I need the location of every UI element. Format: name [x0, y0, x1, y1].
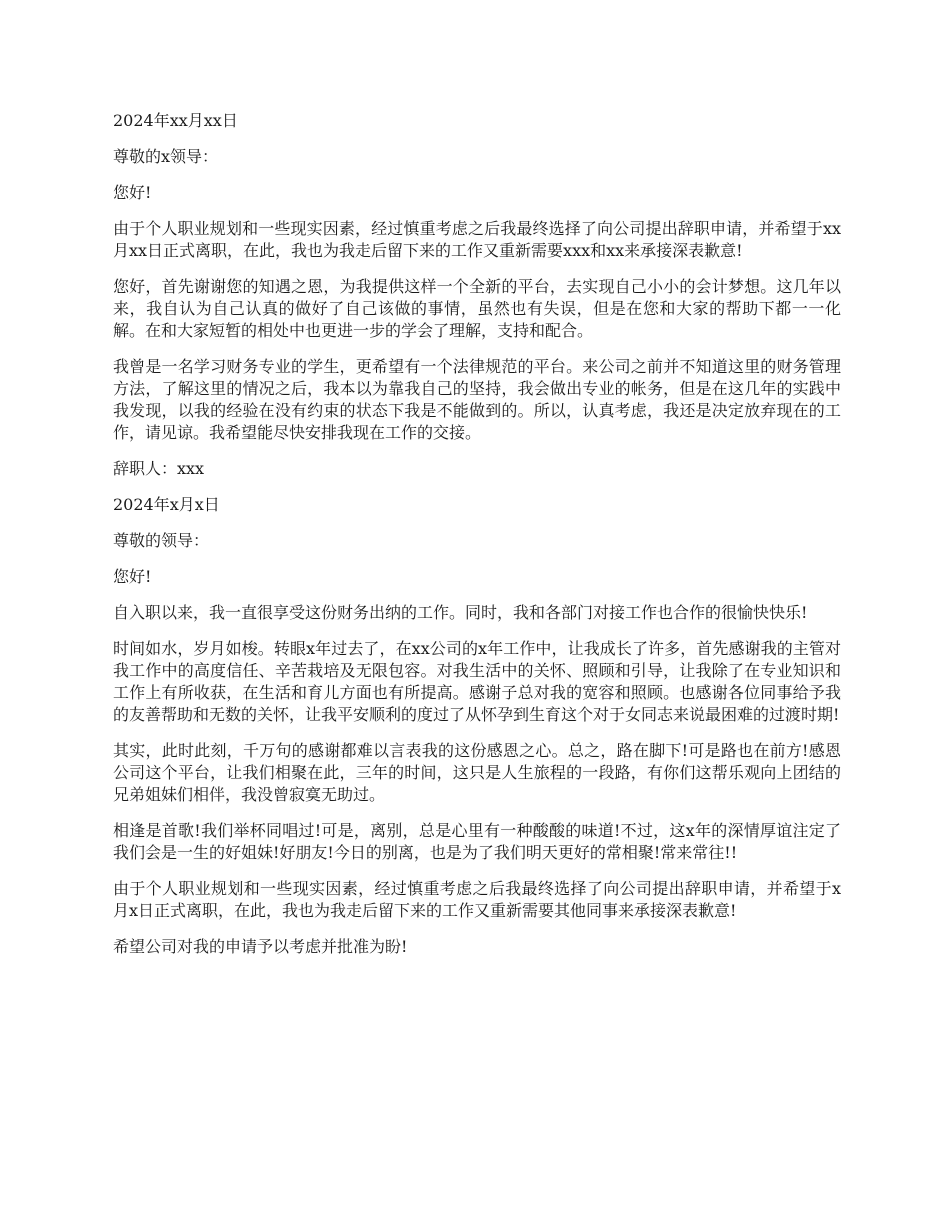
salutation: 尊敬的领导： — [113, 531, 210, 550]
paragraph: 由于个人职业规划和一些现实因素，经过慎重考虑之后我最终选择了向公司提出辞职申请，并希望于xx月xx日正式离职，在此，我也为我走后留下来的工作又重新需要xxx和xx来承接深表歉意! — [113, 219, 841, 260]
paragraph: 其实，此时此刻，千万句的感谢都难以言表我的这份感恩之心。总之，路在脚下!可是路也在前方!感恩公司这个平台，让我们相聚在此，三年的时间，这只是人生旅程的一段路，有你们这帮乐观向上团结的兄弟姐妹们相伴，我没曾寂寞无助过。 — [113, 741, 841, 804]
greeting: 您好! — [113, 567, 152, 586]
paragraph: 由于个人职业规划和一些现实因素，经过慎重考虑之后我最终选择了向公司提出辞职申请，并希望于x月x日正式离职，在此，我也为我走后留下来的工作又重新需要其他同事来承接深表歉意! — [113, 879, 841, 920]
closing-line: 希望公司对我的申请予以考虑并批准为盼! — [113, 937, 408, 956]
greeting: 您好! — [113, 183, 152, 202]
signature-line: 辞职人：xxx — [113, 459, 205, 478]
letter-body — [113, 110, 841, 972]
date-line: 2024年xx月xx日 — [113, 111, 238, 130]
paragraph: 您好，首先谢谢您的知遇之恩，为我提供这样一个全新的平台，去实现自己小小的会计梦想。这几年以来，我自认为自己认真的做好了自己该做的事情，虽然也有失误，但是在您和大家的帮助下都一一化解。在和大家短暂的相处中也更进一步的学会了理解，支持和配合。 — [113, 277, 841, 340]
paragraph: 时间如水，岁月如梭。转眼x年过去了，在xx公司的x年工作中，让我成长了许多，首先感谢我的主管对我工作中的高度信任、辛苦栽培及无限包容。对我生活中的关怀、照顾和引导，让我除了在专业知识和工作上有所收获，在生活和育儿方面也有所提高。感谢子总对我的宽容和照顾。也感谢各位同事给予我的友善帮助和无数的关怀，让我平安顺利的度过了从怀孕到生育这个对于女同志来说最困难的过渡时期! — [113, 639, 841, 724]
paragraph: 我曾是一名学习财务专业的学生，更希望有一个法律规范的平台。来公司之前并不知道这里的财务管理方法，了解这里的情况之后，我本以为靠我自己的坚持，我会做出专业的帐务，但是在这几年的实践中我发现，以我的经验在没有约束的状态下我是不能做到的。所以，认真考虑，我还是决定放弃现在的工作，请见谅。我希望能尽快安排我现在工作的交接。 — [113, 357, 841, 442]
date-line: 2024年x月x日 — [113, 495, 220, 514]
salutation: 尊敬的x领导： — [113, 147, 219, 166]
paragraph: 相逢是首歌!我们举杯同唱过!可是，离别，总是心里有一种酸酸的味道!不过，这x年的深情厚谊注定了我们会是一生的好姐妹!好朋友!今日的别离，也是为了我们明天更好的常相聚!常来常往!! — [113, 821, 841, 862]
paragraph: 自入职以来，我一直很享受这份财务出纳的工作。同时，我和各部门对接工作也合作的很愉快快乐! — [113, 603, 808, 622]
